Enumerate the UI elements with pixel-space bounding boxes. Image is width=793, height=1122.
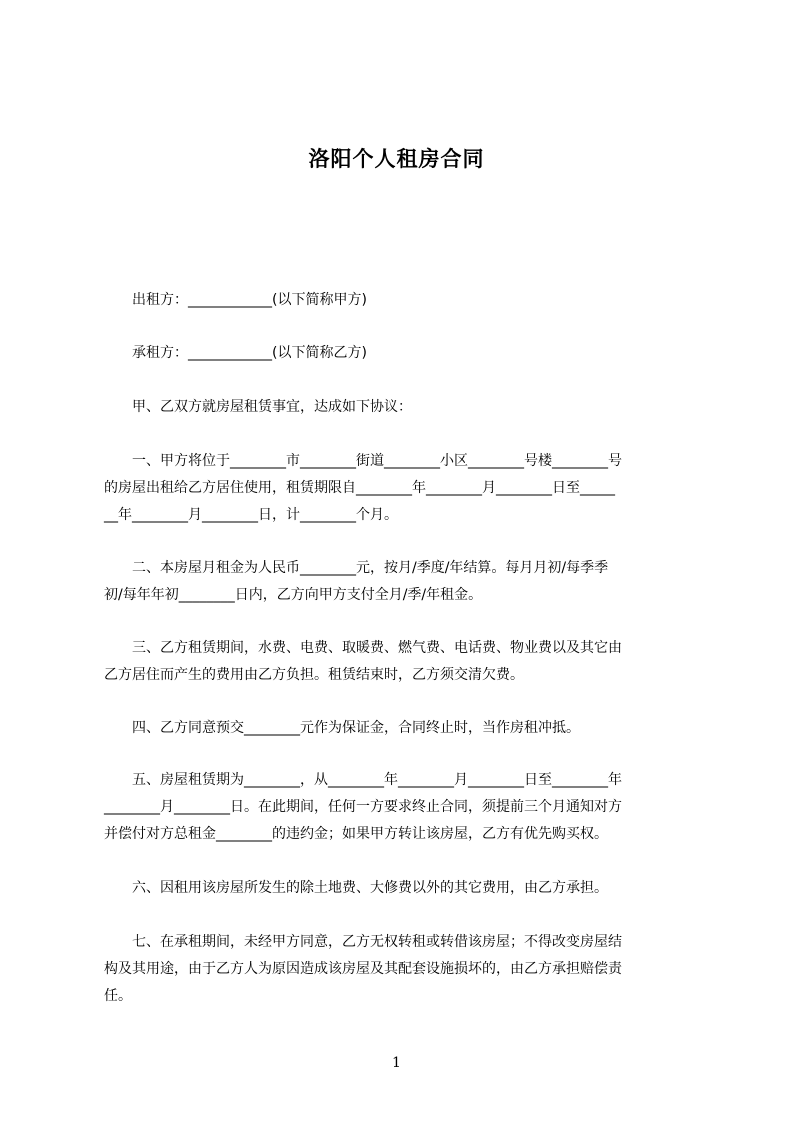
agreement-intro: 甲、乙双方就房屋租赁事宜，达成如下协议： <box>104 399 412 415</box>
clause-5-line-1: 五、房屋租赁期为________，从________年________月________日至________年 <box>104 772 622 788</box>
clause-5-line-3: 并偿付对方总租金________的违约金；如果甲方转让该房屋，乙方有优先购买权。 <box>104 826 608 842</box>
clause-3-line-2: 乙方居住而产生的费用由乙方负担。租赁结束时，乙方须交清欠费。 <box>104 667 524 683</box>
clause-4-line-1: 四、乙方同意预交________元作为保证金，合同终止时，当作房租冲抵。 <box>104 720 580 736</box>
party-b-line: 承租方：____________(以下简称乙方) <box>104 345 367 361</box>
clause-2-line-2: 初/每年年初________日内，乙方向甲方支付全月/季/年租金。 <box>104 587 483 603</box>
page-number: 1 <box>392 1055 401 1071</box>
clause-1-line-1: 一、甲方将位于________市________街道________小区________号楼________号 <box>104 453 622 469</box>
clause-6-line-1: 六、因租用该房屋所发生的除土地费、大修费以外的其它费用，由乙方承担。 <box>104 880 608 896</box>
clause-7-line-1: 七、在承租期间，未经甲方同意，乙方无权转租或转借该房屋；不得改变房屋结 <box>104 934 622 950</box>
clause-5-line-2: ________月________日。在此期间，任何一方要求终止合同，须提前三个月通知对方 <box>104 799 622 815</box>
document-title: 洛阳个人租房合同 <box>308 147 485 171</box>
clause-7-line-2: 构及其用途，由于乙方人为原因造成该房屋及其配套设施损坏的，由乙方承担赔偿责 <box>104 961 622 977</box>
party-a-line: 出租方：____________(以下简称甲方) <box>104 292 367 308</box>
clause-1-line-2: 的房屋出租给乙方居住使用，租赁期限自________年________月________日至_____ <box>104 480 615 496</box>
clause-1-line-3: __年________月________日，计________个月。 <box>104 507 398 523</box>
clause-2-line-1: 二、本房屋月租金为人民币________元，按月/季度/年结算。每月月初/每季季 <box>104 560 609 576</box>
clause-7-line-3: 任。 <box>104 988 132 1004</box>
clause-3-line-1: 三、乙方租赁期间，水费、电费、取暖费、燃气费、电话费、物业费以及其它由 <box>104 640 622 656</box>
